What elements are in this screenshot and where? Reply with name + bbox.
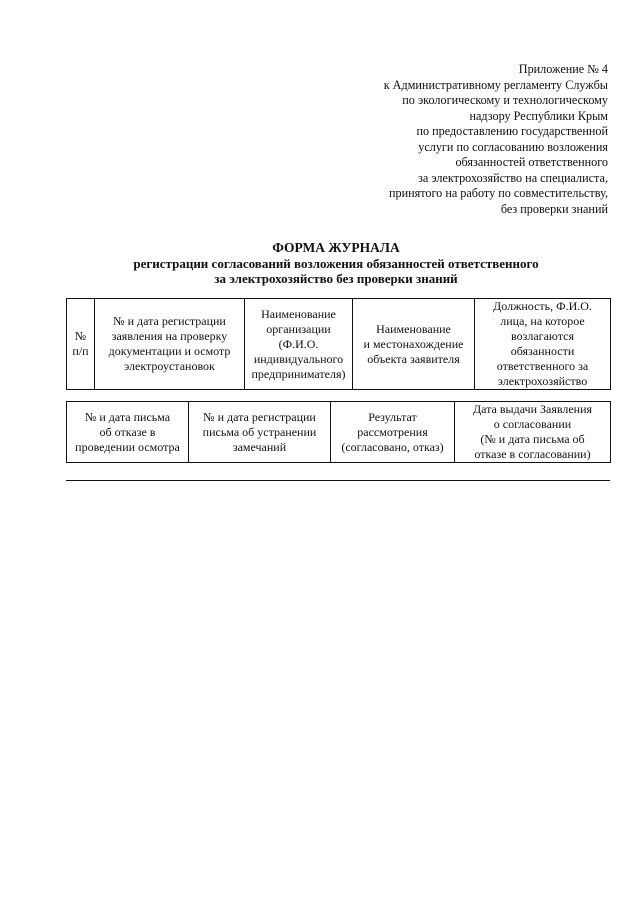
appendix-line: без проверки знаний bbox=[500, 201, 608, 216]
appendix-line: за электрохозяйство на специалиста, bbox=[418, 170, 608, 185]
table-header-row bbox=[67, 402, 611, 463]
header-cell-issue-date: Дата выдачи Заявления о согласовании (№ и дата письма об отказе в согласовании) bbox=[455, 402, 611, 463]
form-title-block bbox=[60, 240, 612, 287]
appendix-line: к Административному регламенту Службы bbox=[383, 77, 608, 92]
form-subtitle-line: регистрации согласований возложения обязанностей ответственного bbox=[133, 255, 539, 271]
header-cell-organization-name: Наименование организации (Ф.И.О. индивидуального предпринимателя) bbox=[245, 299, 353, 390]
appendix-line: по экологическому и технологическому bbox=[402, 93, 608, 107]
appendix-line: по предоставлению государственной bbox=[416, 124, 608, 138]
appendix-line: принятого на работу по совместительству, bbox=[388, 186, 608, 200]
header-cell-number: № п/п bbox=[67, 299, 95, 390]
header-cell-review-result: Результат рассмотрения (согласовано, отказ) bbox=[331, 402, 455, 463]
table-header-row bbox=[67, 299, 611, 390]
separator-line bbox=[66, 480, 610, 481]
appendix-line: обязанностей ответственного bbox=[455, 155, 608, 169]
journal-table-1 bbox=[66, 298, 611, 390]
appendix-line: Приложение № 4 bbox=[518, 62, 608, 76]
header-cell-remedy-letter: № и дата регистрации письма об устранении замечаний bbox=[189, 402, 331, 463]
appendix-header bbox=[308, 62, 608, 217]
header-cell-object-name: Наименование и местонахождение объекта заявителя bbox=[353, 299, 475, 390]
header-cell-application-registration: № и дата регистрации заявления на проверку документации и осмотр электроустановок bbox=[95, 299, 245, 390]
journal-table-2 bbox=[66, 401, 611, 463]
appendix-line: услуги по согласованию возложения bbox=[418, 139, 608, 154]
header-cell-refusal-letter: № и дата письма об отказе в проведении осмотра bbox=[67, 402, 189, 463]
appendix-line: надзору Республики Крым bbox=[469, 108, 608, 123]
form-subtitle-line: за электрохозяйство без проверки знаний bbox=[214, 271, 458, 286]
form-title: ФОРМА ЖУРНАЛА bbox=[272, 240, 400, 255]
header-cell-responsible-person: Должность, Ф.И.О. лица, на которое возлагаются обязанности ответственного за электрохозяйство bbox=[475, 299, 611, 390]
